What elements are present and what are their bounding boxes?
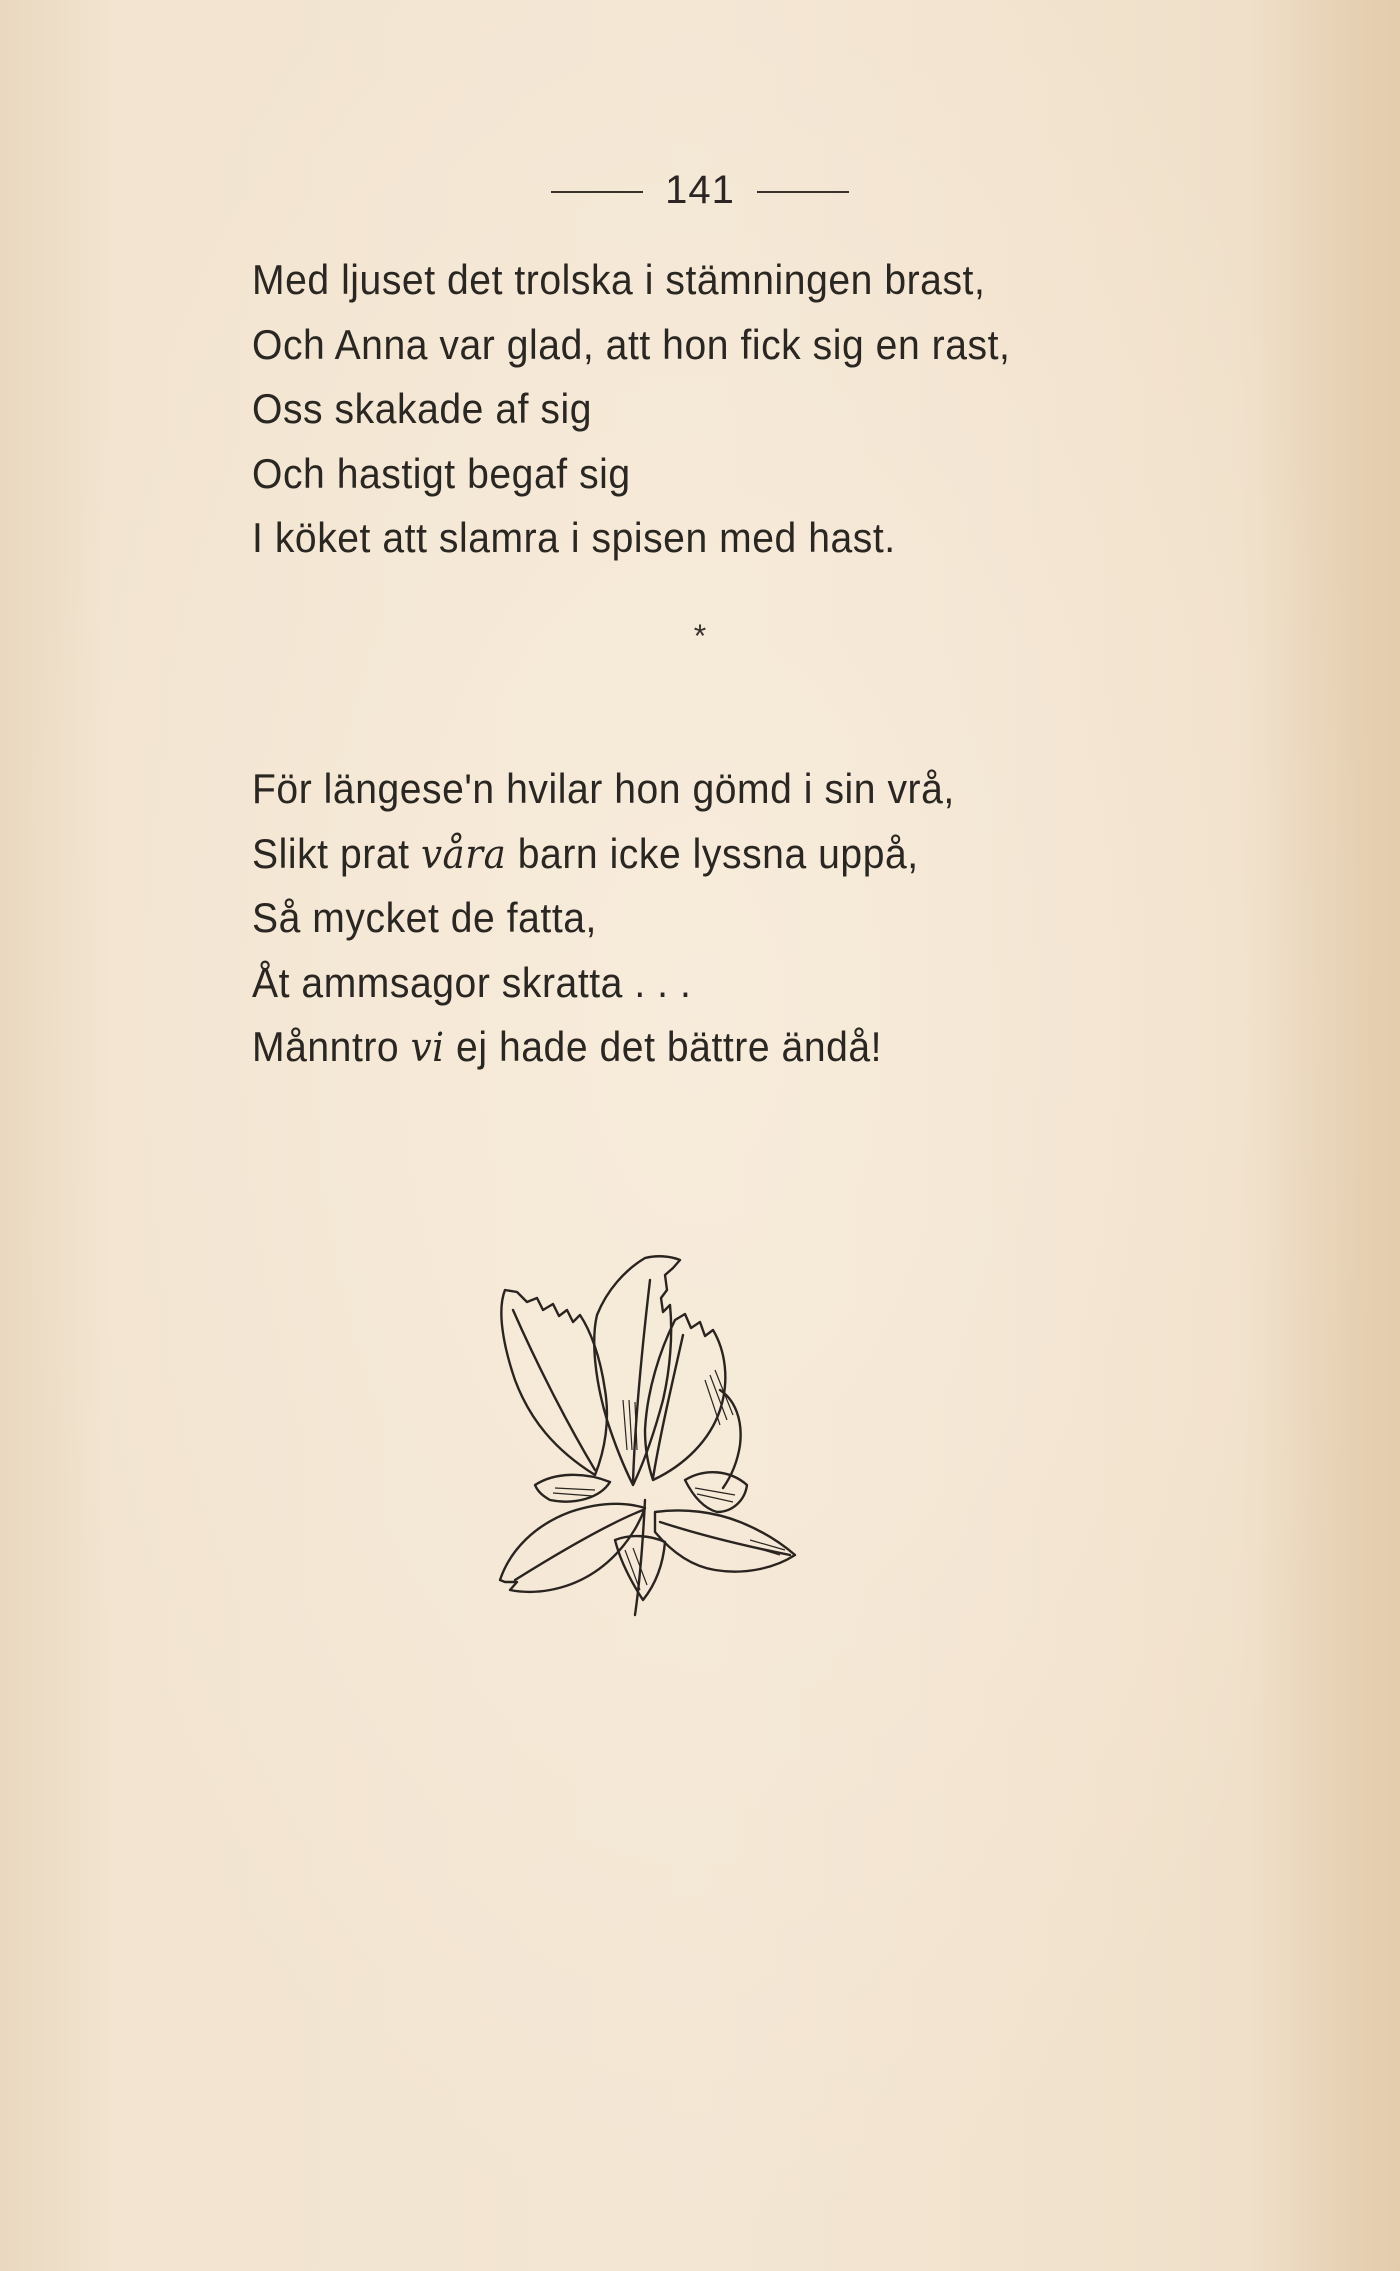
verse-line bbox=[252, 1015, 1182, 1080]
stanza-1 bbox=[252, 248, 1252, 571]
verse-line: Och Anna var glad, att hon fick sig en rast, bbox=[252, 320, 1011, 368]
verse-italic-word: vi bbox=[410, 1025, 445, 1071]
header-rule-left bbox=[551, 191, 643, 193]
verse-line: Åt ammsagor skratta . . . bbox=[252, 958, 692, 1006]
verse-line: Oss skakade af sig bbox=[252, 385, 593, 432]
verse-text: barn icke lyssna uppå, bbox=[506, 829, 919, 877]
leaf-ornament-icon bbox=[495, 1250, 855, 1620]
verse-line bbox=[252, 822, 1182, 887]
verse-text: ej hade det bättre ändå! bbox=[444, 1023, 883, 1070]
verse-line: Så mycket de fatta, bbox=[252, 894, 597, 941]
verse-text: Slikt prat bbox=[252, 829, 421, 877]
section-separator: * bbox=[693, 618, 707, 654]
verse-line: För längese'n hvilar hon gömd i sin vrå, bbox=[252, 765, 955, 812]
page-edge-shading bbox=[1240, 0, 1400, 2271]
stanza-2 bbox=[252, 757, 1252, 1080]
page-number: 141 bbox=[665, 168, 735, 212]
verse-text: Månntro bbox=[252, 1023, 411, 1070]
verse-line: Och hastigt begaf sig bbox=[252, 449, 631, 497]
verse-italic-word: våra bbox=[420, 831, 507, 878]
page-header bbox=[0, 168, 1400, 213]
verse-line: I köket att slamra i spisen med hast. bbox=[252, 514, 896, 561]
header-rule-right bbox=[757, 191, 849, 193]
verse-line: Med ljuset det trolska i stämningen brast, bbox=[252, 256, 986, 303]
